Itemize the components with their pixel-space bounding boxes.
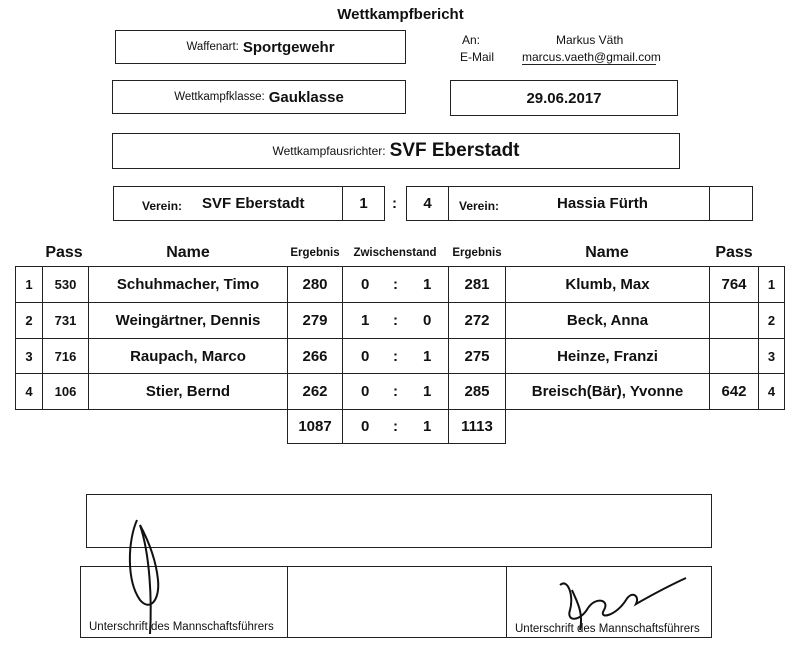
row-sep: : xyxy=(393,312,398,329)
row-num-r-value: 3 xyxy=(767,349,776,364)
row-num-value: 2 xyxy=(25,313,33,328)
header-zwischenstand: Zwischenstand xyxy=(353,247,437,259)
row-pass-l-value: 731 xyxy=(54,313,77,328)
date-value: 29.06.2017 xyxy=(526,89,602,107)
row-sep: : xyxy=(393,276,398,293)
header-ergebnis-right: Ergebnis xyxy=(452,247,502,259)
row-sep: : xyxy=(393,383,398,400)
row-pass-r-value: 642 xyxy=(721,383,747,400)
header-name-right: Name xyxy=(585,244,629,261)
header-name-left: Name xyxy=(166,244,210,261)
signature-left-scribble xyxy=(130,520,158,634)
row-z-r: 1 xyxy=(423,348,432,365)
signature-right-scribble xyxy=(560,578,686,630)
club-left-score-value: 1 xyxy=(359,195,368,212)
an-label: An: xyxy=(462,33,481,47)
row-erg-l-value: 280 xyxy=(302,276,328,293)
row-erg-r-value: 272 xyxy=(464,312,490,329)
row-name-l-value: Stier, Bernd xyxy=(145,383,231,400)
signature-right-label: Unterschrift des Mannschaftsführers xyxy=(515,623,700,635)
row-pass-r-value: 764 xyxy=(721,276,747,293)
total-z-left: 0 xyxy=(361,418,370,435)
row-name-r-value: Breisch(Bär), Yvonne xyxy=(531,383,684,400)
club-right-score-value: 4 xyxy=(423,195,432,212)
page-title: Wettkampfbericht xyxy=(337,6,464,23)
row-erg-r-value: 281 xyxy=(464,276,490,293)
header-ergebnis-left: Ergebnis xyxy=(290,247,340,259)
row-pass-l-value: 106 xyxy=(54,384,77,399)
row-name-l-value: Schuhmacher, Timo xyxy=(116,276,260,293)
row-name-r-value: Heinze, Franzi xyxy=(557,348,658,365)
row-pass-l-value: 530 xyxy=(54,277,77,292)
total-z-sep: : xyxy=(393,418,398,435)
total-ergebnis-left-value: 1087 xyxy=(298,418,332,435)
row-num-value: 1 xyxy=(25,277,33,292)
wettkampfklasse-label: Wettkampfklasse: xyxy=(174,91,265,103)
wettkampfklasse-value: Gauklasse xyxy=(268,88,344,106)
row-z-r: 0 xyxy=(423,312,432,329)
row-num-r-value: 2 xyxy=(767,313,776,328)
email-value: marcus.vaeth@gmail.com xyxy=(522,50,661,64)
row-z-l: 0 xyxy=(361,276,370,293)
signature-left-label: Unterschrift des Mannschaftsführers xyxy=(89,621,274,633)
club-left-label: Verein: xyxy=(142,199,183,213)
row-sep: : xyxy=(393,348,398,365)
score-separator: : xyxy=(392,195,397,212)
row-pass-l-value: 716 xyxy=(54,349,77,364)
row-num-value: 4 xyxy=(25,384,33,399)
row-num-r-value: 1 xyxy=(767,277,776,292)
row-num-r-value: 4 xyxy=(767,384,776,399)
row-z-r: 1 xyxy=(423,276,432,293)
ausrichter-label: Wettkampfausrichter: xyxy=(272,144,386,158)
row-z-r: 1 xyxy=(423,383,432,400)
row-name-l-value: Raupach, Marco xyxy=(130,348,246,365)
an-value: Markus Väth xyxy=(556,33,624,47)
club-left-name: SVF Eberstadt xyxy=(202,195,305,212)
row-erg-l-value: 279 xyxy=(302,312,328,329)
row-erg-l-value: 266 xyxy=(302,348,328,365)
total-ergebnis-right-value: 1113 xyxy=(461,418,493,435)
ausrichter-value: SVF Eberstadt xyxy=(389,140,520,161)
club-right-label: Verein: xyxy=(459,199,500,213)
waffenart-label: Waffenart: xyxy=(186,41,239,53)
header-pass-left: Pass xyxy=(45,244,83,261)
header-pass-right: Pass xyxy=(715,244,753,261)
row-z-l: 0 xyxy=(361,348,370,365)
row-name-l-value: Weingärtner, Dennis xyxy=(115,312,261,329)
row-name-r-value: Beck, Anna xyxy=(566,312,649,329)
club-right-name: Hassia Fürth xyxy=(557,195,648,212)
row-erg-r-value: 275 xyxy=(464,348,490,365)
total-z-right: 1 xyxy=(423,418,432,435)
row-z-l: 1 xyxy=(361,312,370,329)
row-z-l: 0 xyxy=(361,383,370,400)
waffenart-value: Sportgewehr xyxy=(242,38,335,56)
row-num-value: 3 xyxy=(25,349,33,364)
row-erg-l-value: 262 xyxy=(302,383,328,400)
row-name-r-value: Klumb, Max xyxy=(565,276,650,293)
email-label: E-Mail xyxy=(460,50,495,64)
row-erg-r-value: 285 xyxy=(464,383,490,400)
